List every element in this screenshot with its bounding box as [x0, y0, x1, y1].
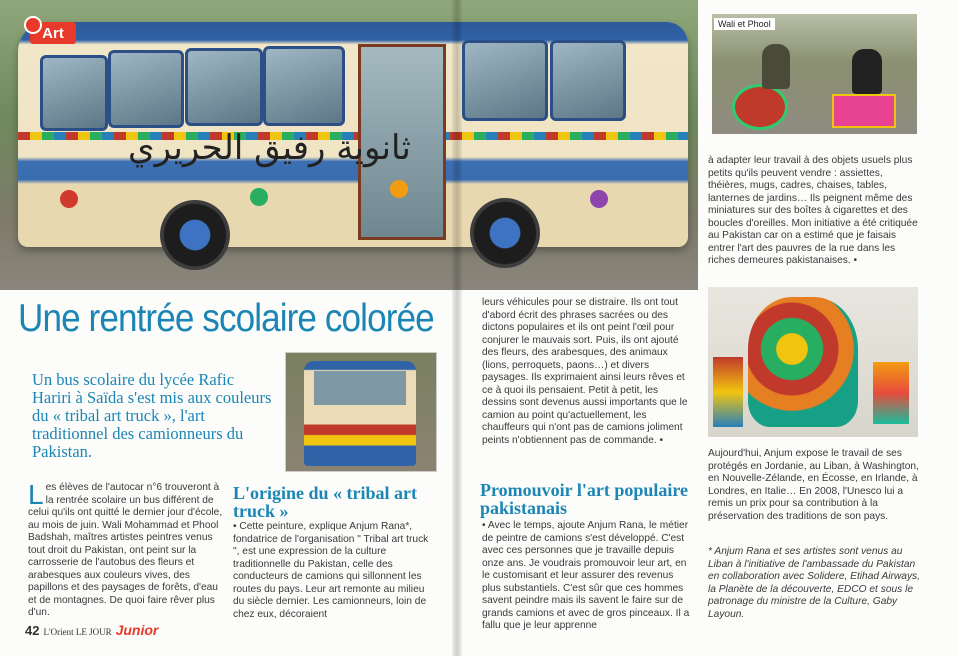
column-4-top	[708, 155, 920, 268]
bus-wheel	[470, 198, 540, 268]
article-lead: Un bus scolaire du lycée Rafic Hariri à Saïda s'est mis aux couleurs du « tribal art truck », l'art traditionnel des camionneurs du Pakistan.	[32, 370, 272, 461]
column-1	[28, 479, 228, 620]
bus-window	[550, 40, 626, 121]
painted-flower	[250, 188, 268, 206]
drop-cap: L	[28, 479, 44, 510]
column-3-top	[482, 297, 694, 447]
artist-figure	[852, 49, 882, 94]
painted-tray	[832, 94, 896, 128]
page-gutter	[452, 0, 462, 656]
bus-rear-window	[314, 371, 406, 405]
column-4-middle-text: Aujourd'hui, Anjum expose le travail de ses protégés en Jordanie, au Liban, à Washington, en Nouvelle-Zélande, en Écosse, en Irlande, à Londres, en Italie… En 2008, l'Unesco lui a remis un prix pour sa contribution à la préservation des traditions de son pays.	[708, 448, 919, 522]
bus-back-photo	[285, 352, 437, 472]
page-number: 42	[25, 623, 40, 638]
article-title: Une rentrée scolaire colorée	[18, 297, 434, 340]
bus-window	[462, 40, 548, 121]
pitchers-photo	[708, 287, 918, 437]
section-badge-label: Art	[42, 24, 64, 42]
painted-cup	[713, 357, 743, 427]
subhead-promote: Promouvoir l'art populaire pakistanais	[480, 480, 689, 518]
column-2	[233, 521, 433, 621]
column-2-text: • Cette peinture, explique Anjum Rana*, fondatrice de l'organisation " Tribal art truck ", est une expression de la culture traditionnelle du Pakistan, celle des conducteurs de camions qui sillonnent les routes du pays. Leur art remonte au milieu du siècle dernier. Les camionneurs, loin de chez eux, décoraient	[233, 521, 429, 620]
column-4-footnote	[708, 546, 920, 621]
painted-cup	[873, 362, 909, 424]
painted-flower	[590, 190, 608, 208]
artists-photo	[712, 14, 917, 134]
bus-wheel	[160, 200, 230, 270]
painted-pitcher	[748, 297, 858, 427]
painted-flower	[390, 180, 408, 198]
column-1-text	[28, 479, 228, 620]
artist-figure	[762, 44, 790, 89]
footnote-text: * Anjum Rana et ses artistes sont venus au Liban à l'initiative de l'ambassade du Pakistan en collaboration avec Solidere, Etihad Airways, la Planète de la découverte, EDCO et sous le patronage du ministre de la Culture, Gaby Layoun.	[708, 546, 920, 620]
badge-dot-icon	[24, 16, 42, 34]
column-3-bottom-text: • Avec le temps, ajoute Anjum Rana, le métier de peintre de camions s'est développé. C'est avec ces personnes que je travaille depuis onze ans. Je voudrais promouvoir leur art, en le customisant et leur assurer des revenus plus substantiels. C'est sûr que ces hommes savent peindre mais ils savent le faire sur de grands camions et avec de gros pinceaux. Il a fallu que je leur apprenne	[482, 520, 690, 631]
section-badge	[30, 22, 76, 44]
column-4-middle	[708, 448, 920, 523]
brand-name: L'Orient LE JOUR	[43, 627, 112, 637]
bus-window	[185, 48, 263, 126]
subhead-origin: L'origine du « tribal art truck »	[233, 483, 417, 521]
bus-window	[263, 46, 345, 126]
bus-window	[40, 55, 108, 131]
column-3-bottom	[482, 520, 694, 633]
page-footer	[25, 622, 158, 638]
brand-junior: Junior	[115, 622, 159, 638]
bus-window	[108, 50, 184, 128]
painted-flower	[60, 190, 78, 208]
column-1-body: es élèves de l'autocar n°6 trouveront à la rentrée scolaire un bus différent de celui qu'ils ont quitté le dernier jour d'école, au mois de juin. Wali Mohammad et Phool Badshah, maîtres artistes peintres venus tout droit du Pakistan, ont peint sur la carrosserie de l'autobus des fleurs et arabesques aux couleurs vives, des papillons et des paysages de forêts, d'eau et de montagnes. De quoi faire rêver plus d'un.	[28, 482, 223, 618]
bus-photo	[0, 0, 698, 290]
photo-tag: Wali et Phool	[714, 18, 775, 30]
column-4-top-text: à adapter leur travail à des objets usuels plus petits qu'ils peuvent vendre : assiettes, théières, mugs, cadres, chaises, tables, lanternes de jardins… Ils peignent même des miniatures sur des boîtes à cigarettes et des boucles d'oreilles. Mon initiative a été critiquée au Pakistan car on a estimé que je faisais entrer l'art des pauvres de la rue dans les riches demeures pakistanaises. •	[708, 155, 918, 266]
column-3-top-text: leurs véhicules pour se distraire. Ils ont tout d'abord écrit des phrases sacrées ou des dictons populaires et ils ont peint l'œil pour conjurer le mauvais sort. Puis, ils ont ajouté des fleurs, des arabesques, des animaux (lions, perroquets, paons…) et divers paysages. Ils exprimaient ainsi leurs rêves et ce à quoi ils pensaient. Petit à petit, les dessins sont devenus aussi importants que le camion au point qu'actuellement, les chauffeurs qui n'ont pas de camions joliment peints n'obtiennent pas de commande. •	[482, 297, 688, 446]
bus-arabic-inscription: ثانوية رفيق الحريري	[128, 128, 411, 168]
painted-plate	[732, 84, 788, 130]
